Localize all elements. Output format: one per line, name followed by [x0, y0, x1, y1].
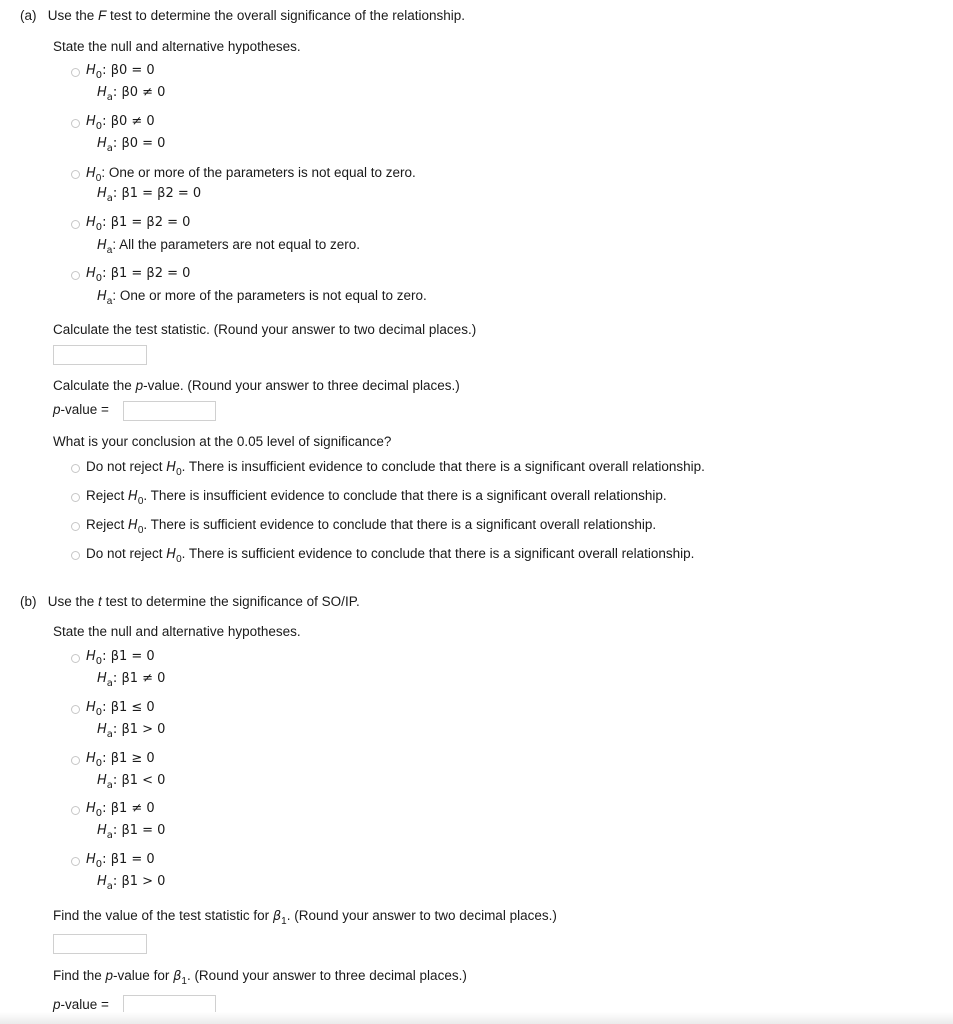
- part-b-hyp-3-ha: $H_a$: β1 < 0: [97, 773, 166, 791]
- part-b-label: (b): [20, 594, 37, 609]
- part-b-hyp-1-h0: $H_0$: β1 = 0: [86, 649, 155, 667]
- part-a-conclusion-2: Reject $H_0$. There is insufficient evidence to conclude that there is a significant overall relationship.: [86, 488, 667, 507]
- bottom-fade: [0, 1012, 953, 1024]
- part-b-hyp-2-ha: $H_a$: β1 > 0: [97, 722, 166, 740]
- part-b-hyp-radio-4[interactable]: [71, 806, 80, 815]
- part-a-conclusion-4: Do not reject $H_0$. There is sufficient evidence to conclude that there is a significant overall relationship.: [86, 546, 695, 565]
- part-b-hyp-2-h0: $H_0$: β1 ≤ 0: [86, 700, 155, 718]
- part-b-pvalue-label: p-value =: [53, 997, 109, 1012]
- part-a-hyp-3-h0: $H_0$: One or more of the parameters is not equal to zero.: [86, 165, 416, 184]
- part-b-hyp-5-h0: $H_0$: β1 = 0: [86, 852, 155, 870]
- part-b-hyp-radio-3[interactable]: [71, 756, 80, 765]
- part-a-hyp-radio-5[interactable]: [71, 271, 80, 280]
- part-b-test-statistic-input[interactable]: [53, 934, 147, 954]
- part-a-hyp-2-ha: $H_a$: β0 = 0: [97, 136, 166, 154]
- part-a-hyp-2-h0: $H_0$: β0 ≠ 0: [86, 114, 155, 132]
- part-a-pvalue-input[interactable]: [123, 401, 216, 421]
- part-b-hyp-3-h0: $H_0$: β1 ≥ 0: [86, 751, 155, 769]
- part-a-test-statistic-input[interactable]: [53, 345, 147, 365]
- part-a-hyp-radio-2[interactable]: [71, 119, 80, 128]
- part-a-hyp-radio-1[interactable]: [71, 68, 80, 77]
- part-b-hyp-radio-1[interactable]: [71, 654, 80, 663]
- part-a-conclusion-question: What is your conclusion at the 0.05 level of significance?: [53, 434, 392, 449]
- part-a-state-hypotheses: State the null and alternative hypotheses.: [53, 39, 301, 54]
- part-a-conclusion-radio-4[interactable]: [71, 551, 80, 560]
- part-a-hyp-4-ha: $H_a$: All the parameters are not equal to zero.: [97, 237, 361, 256]
- part-a-hyp-3-ha: $H_a$: β1 = β2 = 0: [97, 186, 202, 204]
- part-a-pvalue-label: p-value =: [53, 402, 109, 417]
- part-a-conclusion-1: Do not reject $H_0$. There is insufficient evidence to conclude that there is a significant overall relationship.: [86, 459, 705, 478]
- part-a-calc-stat-prompt: Calculate the test statistic. (Round your answer to two decimal places.): [53, 322, 477, 337]
- part-b-question: (b) Use the t test to determine the significance of SO/IP.: [20, 594, 360, 609]
- part-a-question: (a) Use the F test to determine the overall significance of the relationship.: [20, 8, 465, 23]
- part-a-hyp-radio-4[interactable]: [71, 220, 80, 229]
- part-b-hyp-1-ha: $H_a$: β1 ≠ 0: [97, 671, 166, 689]
- part-b-hyp-radio-5[interactable]: [71, 857, 80, 866]
- part-a-hyp-1-h0: $H_0$: β0 = 0: [86, 63, 155, 81]
- part-b-state-hypotheses: State the null and alternative hypotheses.: [53, 624, 301, 639]
- part-a-calc-p-prompt: Calculate the p-value. (Round your answer to three decimal places.): [53, 378, 460, 393]
- part-b-find-stat-prompt: Find the value of the test statistic for $\beta_1$. (Round your answer to two decimal places.): [53, 908, 557, 927]
- part-a-conclusion-radio-3[interactable]: [71, 522, 80, 531]
- part-b-find-p-prompt: Find the p-value for $\beta_1$. (Round your answer to three decimal places.): [53, 968, 467, 987]
- part-a-hyp-1-ha: $H_a$: β0 ≠ 0: [97, 85, 166, 103]
- part-a-hyp-4-h0: $H_0$: β1 = β2 = 0: [86, 215, 191, 233]
- part-a-conclusion-radio-1[interactable]: [71, 464, 80, 473]
- part-a-hyp-5-ha: $H_a$: One or more of the parameters is not equal to zero.: [97, 288, 427, 307]
- part-b-hyp-5-ha: $H_a$: β1 > 0: [97, 874, 166, 892]
- part-b-hyp-4-h0: $H_0$: β1 ≠ 0: [86, 801, 155, 819]
- part-a-conclusion-radio-2[interactable]: [71, 493, 80, 502]
- part-a-hyp-5-h0: $H_0$: β1 = β2 = 0: [86, 266, 191, 284]
- part-a-label: (a): [20, 8, 37, 23]
- part-a-hyp-radio-3[interactable]: [71, 170, 80, 179]
- part-a-conclusion-3: Reject $H_0$. There is sufficient evidence to conclude that there is a significant overall relationship.: [86, 517, 657, 536]
- part-b-hyp-radio-2[interactable]: [71, 705, 80, 714]
- part-b-hyp-4-ha: $H_a$: β1 = 0: [97, 823, 166, 841]
